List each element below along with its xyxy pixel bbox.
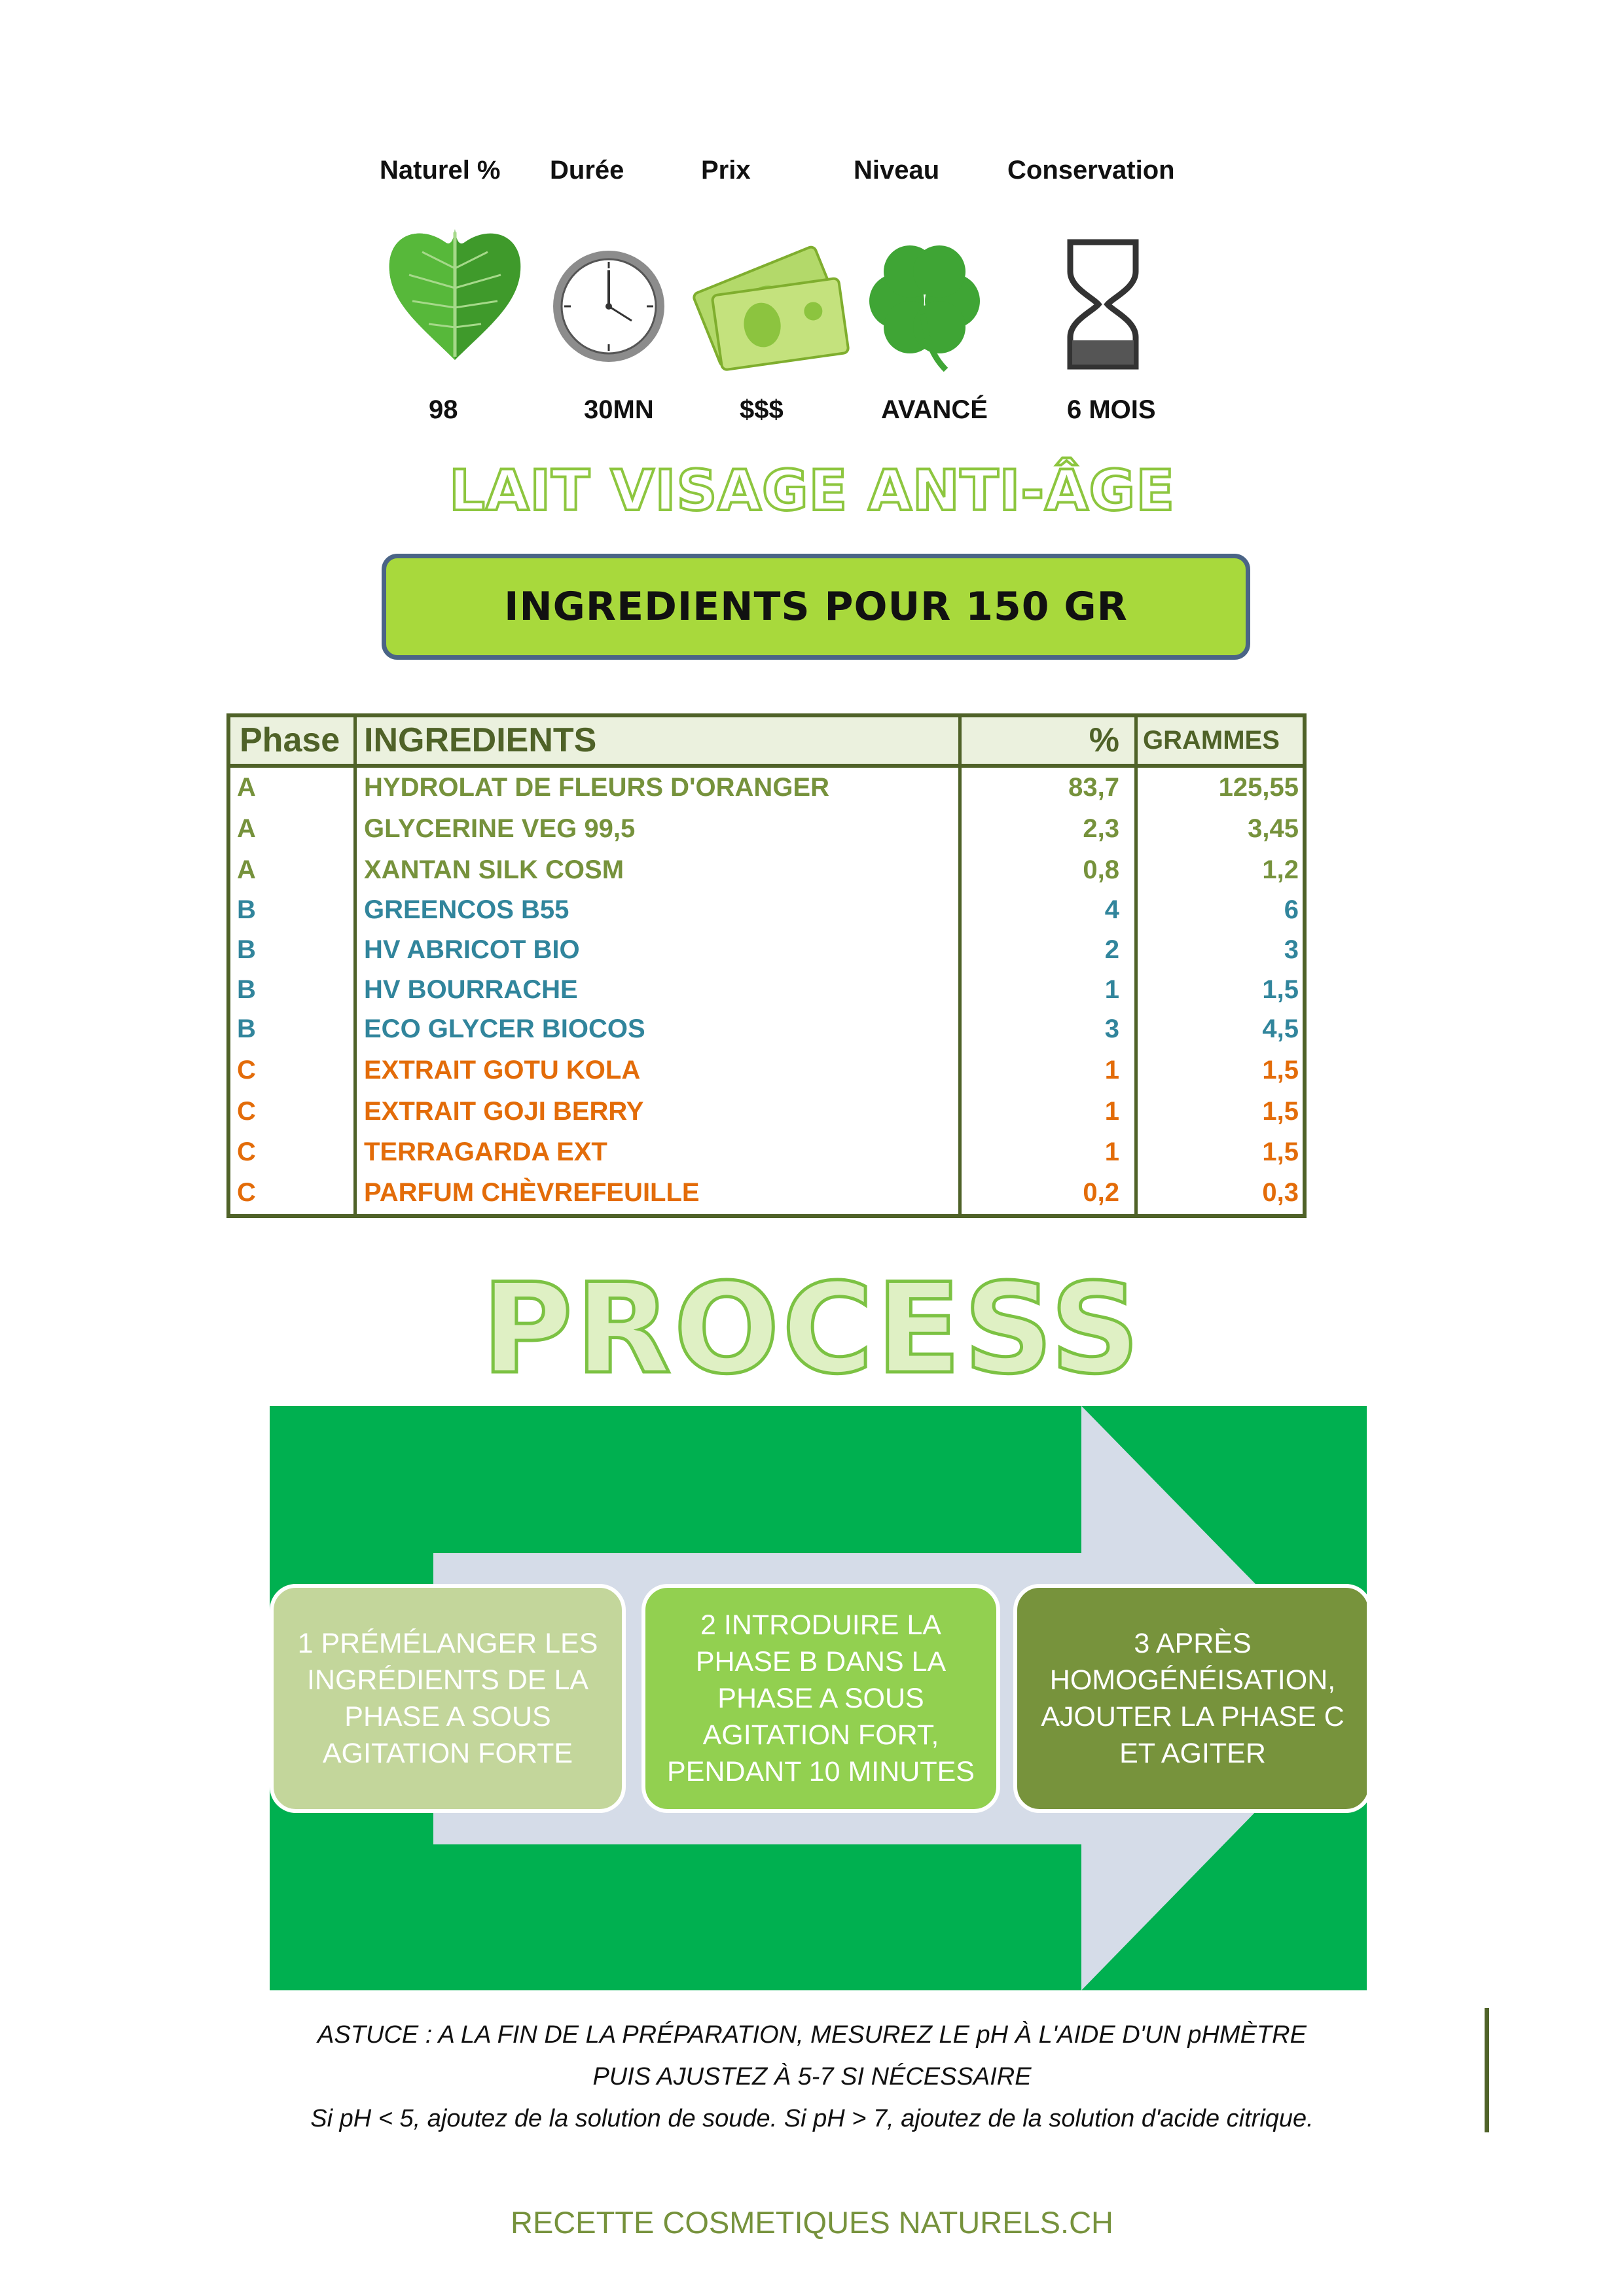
tip-line-1: ASTUCE : A LA FIN DE LA PRÉPARATION, MESUREZ LE pH À L'AIDE D'UN pHMÈTRE: [317, 2021, 1307, 2049]
value-niveau: AVANCÉ: [881, 395, 988, 424]
header-grammes: GRAMMES: [1143, 726, 1280, 755]
table-row: [230, 930, 1303, 970]
row-grams: 1,5: [1262, 1097, 1299, 1126]
row-grams: 125,55: [1218, 773, 1299, 802]
process-step-3: 3 APRÈS HOMOGÉNÉISATION, AJOUTER LA PHASE C ET AGITER: [1013, 1584, 1367, 1813]
tip-line-2: PUIS AJUSTEZ À 5-7 SI NÉCESSAIRE: [592, 2063, 1032, 2090]
label-naturel: Naturel %: [380, 156, 501, 185]
row-ingredient: EXTRAIT GOTU KOLA: [364, 1056, 641, 1085]
row-phase: B: [237, 975, 256, 1004]
table-row: [230, 809, 1303, 849]
row-ingredient: HV ABRICOT BIO: [364, 935, 580, 964]
tip-line-3: Si pH < 5, ajoutez de la solution de soude. Si pH > 7, ajoutez de la solution d'acide citrique.: [310, 2105, 1314, 2132]
row-grams: 6: [1284, 895, 1299, 924]
header-phase: Phase: [240, 721, 340, 759]
row-phase: B: [237, 935, 256, 964]
row-ingredient: HV BOURRACHE: [364, 975, 578, 1004]
row-percent: 0,2: [1083, 1178, 1119, 1207]
row-percent: 1: [1104, 975, 1119, 1004]
row-ingredient: ECO GLYCER BIOCOS: [364, 1014, 645, 1043]
row-grams: 1,5: [1262, 1056, 1299, 1085]
table-row: [230, 970, 1303, 1010]
row-phase: C: [237, 1138, 256, 1166]
row-percent: 3: [1104, 1014, 1119, 1043]
row-ingredient: XANTAN SILK COSM: [364, 855, 624, 884]
footer-brand: RECETTE COSMETIQUES NATURELS.CH: [511, 2205, 1113, 2240]
row-ingredient: GLYCERINE VEG 99,5: [364, 814, 636, 843]
table-row: [230, 850, 1303, 890]
row-grams: 3: [1284, 935, 1299, 964]
header-ingredients: INGREDIENTS: [364, 721, 597, 759]
row-grams: 0,3: [1262, 1178, 1299, 1207]
row-phase: C: [237, 1056, 256, 1085]
ingredients-banner: [382, 554, 1250, 660]
row-grams: 1,5: [1262, 975, 1299, 1004]
process-step-2: 2 INTRODUIRE LA PHASE B DANS LA PHASE A SOUS AGITATION FORT, PENDANT 10 MINUTES: [641, 1584, 1000, 1813]
row-percent: 4: [1104, 895, 1119, 924]
row-grams: 4,5: [1262, 1014, 1299, 1043]
row-percent: 1: [1104, 1138, 1119, 1166]
table-row: [230, 1050, 1303, 1090]
row-phase: C: [237, 1178, 256, 1207]
value-prix: $$$: [740, 395, 784, 424]
row-phase: B: [237, 895, 256, 924]
label-conservation: Conservation: [1007, 156, 1175, 185]
row-ingredient: HYDROLAT DE FLEURS D'ORANGER: [364, 773, 829, 802]
ingredients-banner-text: INGREDIENTS POUR 150 GR: [504, 584, 1128, 630]
table-header: [230, 717, 1303, 768]
table-row: [230, 1009, 1303, 1049]
row-phase: C: [237, 1097, 256, 1126]
clover-icon: [857, 242, 995, 373]
row-percent: 83,7: [1068, 773, 1119, 802]
row-phase: A: [237, 855, 256, 884]
process-title: PROCESS: [481, 1257, 1143, 1401]
leaf-icon: [383, 216, 527, 367]
table-row: [230, 768, 1303, 808]
table-row: [230, 1173, 1303, 1213]
row-phase: A: [237, 773, 256, 802]
money-icon: [687, 241, 851, 378]
row-grams: 1,5: [1262, 1138, 1299, 1166]
row-ingredient: TERRAGARDA EXT: [364, 1138, 607, 1166]
hourglass-icon: [1060, 236, 1146, 373]
process-diagram: [270, 1406, 1367, 1990]
table-row: [230, 1132, 1303, 1172]
label-prix: Prix: [701, 156, 751, 185]
table-row: [230, 890, 1303, 930]
process-step-1: 1 PRÉMÉLANGER LES INGRÉDIENTS DE LA PHASE A SOUS AGITATION FORTE: [270, 1584, 626, 1813]
row-percent: 1: [1104, 1097, 1119, 1126]
value-conservation: 6 MOIS: [1067, 395, 1156, 424]
row-ingredient: EXTRAIT GOJI BERRY: [364, 1097, 644, 1126]
recipe-title: LAIT VISAGE ANTI-ÂGE: [448, 458, 1176, 524]
row-percent: 2,3: [1083, 814, 1119, 843]
row-phase: A: [237, 814, 256, 843]
side-rule: [1485, 2008, 1489, 2132]
table-row: [230, 1092, 1303, 1132]
clock-icon: [543, 247, 674, 365]
row-percent: 2: [1104, 935, 1119, 964]
row-grams: 3,45: [1248, 814, 1299, 843]
label-niveau: Niveau: [854, 156, 940, 185]
row-percent: 1: [1104, 1056, 1119, 1085]
row-grams: 1,2: [1262, 855, 1299, 884]
header-percent: %: [1089, 721, 1119, 759]
row-ingredient: PARFUM CHÈVREFEUILLE: [364, 1178, 700, 1207]
row-ingredient: GREENCOS B55: [364, 895, 569, 924]
label-duree: Durée: [550, 156, 624, 185]
value-naturel: 98: [429, 395, 458, 424]
row-phase: B: [237, 1014, 256, 1043]
ingredients-table: [226, 713, 1307, 1218]
value-duree: 30MN: [584, 395, 654, 424]
row-percent: 0,8: [1083, 855, 1119, 884]
